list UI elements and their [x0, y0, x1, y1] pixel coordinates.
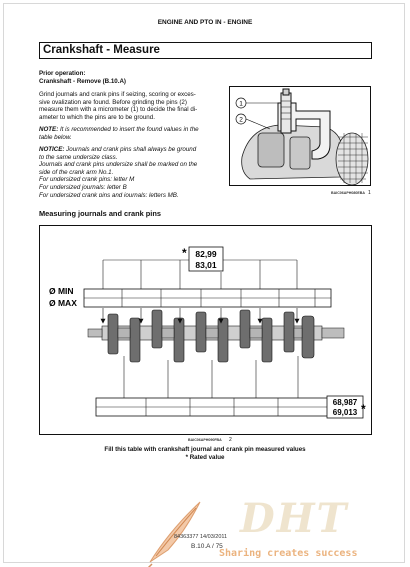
notice-line: For undersized journals: letter B	[39, 183, 127, 191]
caption-note: * Rated value	[185, 454, 225, 461]
notice-line: For undersized crank pins and journals: letters MB.	[39, 191, 179, 197]
footer-page-number: B.10.A / 75	[191, 543, 223, 550]
body-line: sive ovalization are found. Before grinding the pins (2)	[39, 98, 187, 106]
callout-1	[236, 98, 246, 108]
section-title: Crankshaft - Measure	[39, 42, 372, 59]
notice-line: to the same undersize class.	[39, 153, 118, 161]
row-label-min: Ø MIN	[49, 286, 74, 296]
svg-text:2: 2	[239, 116, 243, 124]
note-line: It is recommended to insert the found values in the	[58, 126, 199, 133]
rated-value-bottom-min: 68,987	[332, 398, 358, 407]
figure1-code: BAIC06APH080EBA	[331, 191, 365, 195]
figure2-code: BAIC06APH090FBA	[188, 438, 222, 442]
micrometer-illustration	[230, 87, 370, 185]
watermark-letters: DHT	[240, 495, 349, 542]
note-block	[39, 126, 219, 141]
body-line: Grind journals and crank pins if seizing, scoring or exces-	[39, 91, 196, 98]
rated-value-bottom-max: 69,013	[332, 408, 358, 417]
figure2-number: 2	[229, 437, 232, 443]
svg-text:1: 1	[239, 100, 243, 108]
row-label-max: Ø MAX	[49, 298, 77, 308]
body-line: measure them with a micrometer (1) to decide the final di-	[39, 106, 198, 114]
prior-operation-link[interactable]: Crankshaft - Remove (B.10.A)	[39, 78, 126, 85]
figure1-number: 1	[368, 190, 371, 196]
note-label: NOTE:	[39, 126, 59, 133]
rated-value-top-min: 82,99	[195, 249, 217, 259]
figure-micrometer	[229, 86, 371, 186]
prior-operation-label: Prior operation:	[39, 70, 86, 77]
measurement-diagram	[40, 226, 371, 434]
figure-caption	[0, 446, 410, 462]
rated-value-top-max: 83,01	[195, 260, 217, 270]
body-line: ameter to which the pins are to be ground.	[39, 113, 155, 121]
rated-star-top: *	[182, 246, 187, 260]
figure-measurement-table	[39, 225, 372, 435]
crankshaft-illustration	[88, 310, 344, 362]
prior-operation	[39, 70, 126, 86]
body-paragraph	[39, 91, 219, 121]
notice-line: For undersized crank pins: letter M	[39, 176, 135, 184]
notice-line: Journals and crank pins undersize shall be marked on the	[39, 161, 198, 169]
notice-line: Journals and crank pins shall always be ground	[64, 146, 197, 153]
notice-label: NOTICE:	[39, 146, 65, 153]
caption-line: Fill this table with crankshaft journal and crank pin measured values	[104, 446, 306, 453]
callout-2	[236, 114, 246, 124]
header-title: ENGINE AND PTO IN - ENGINE	[157, 19, 253, 26]
notice-line: side of the crank arm No.1.	[39, 168, 114, 176]
notice-block	[39, 146, 219, 197]
note-line: table below.	[39, 133, 72, 141]
footer-code: 84363377 14/03/2011	[174, 534, 228, 540]
rated-star-bottom: *	[361, 402, 366, 416]
watermark-slogan: Sharing creates success	[219, 548, 358, 559]
measuring-title: Measuring journals and crank pins	[39, 209, 161, 218]
